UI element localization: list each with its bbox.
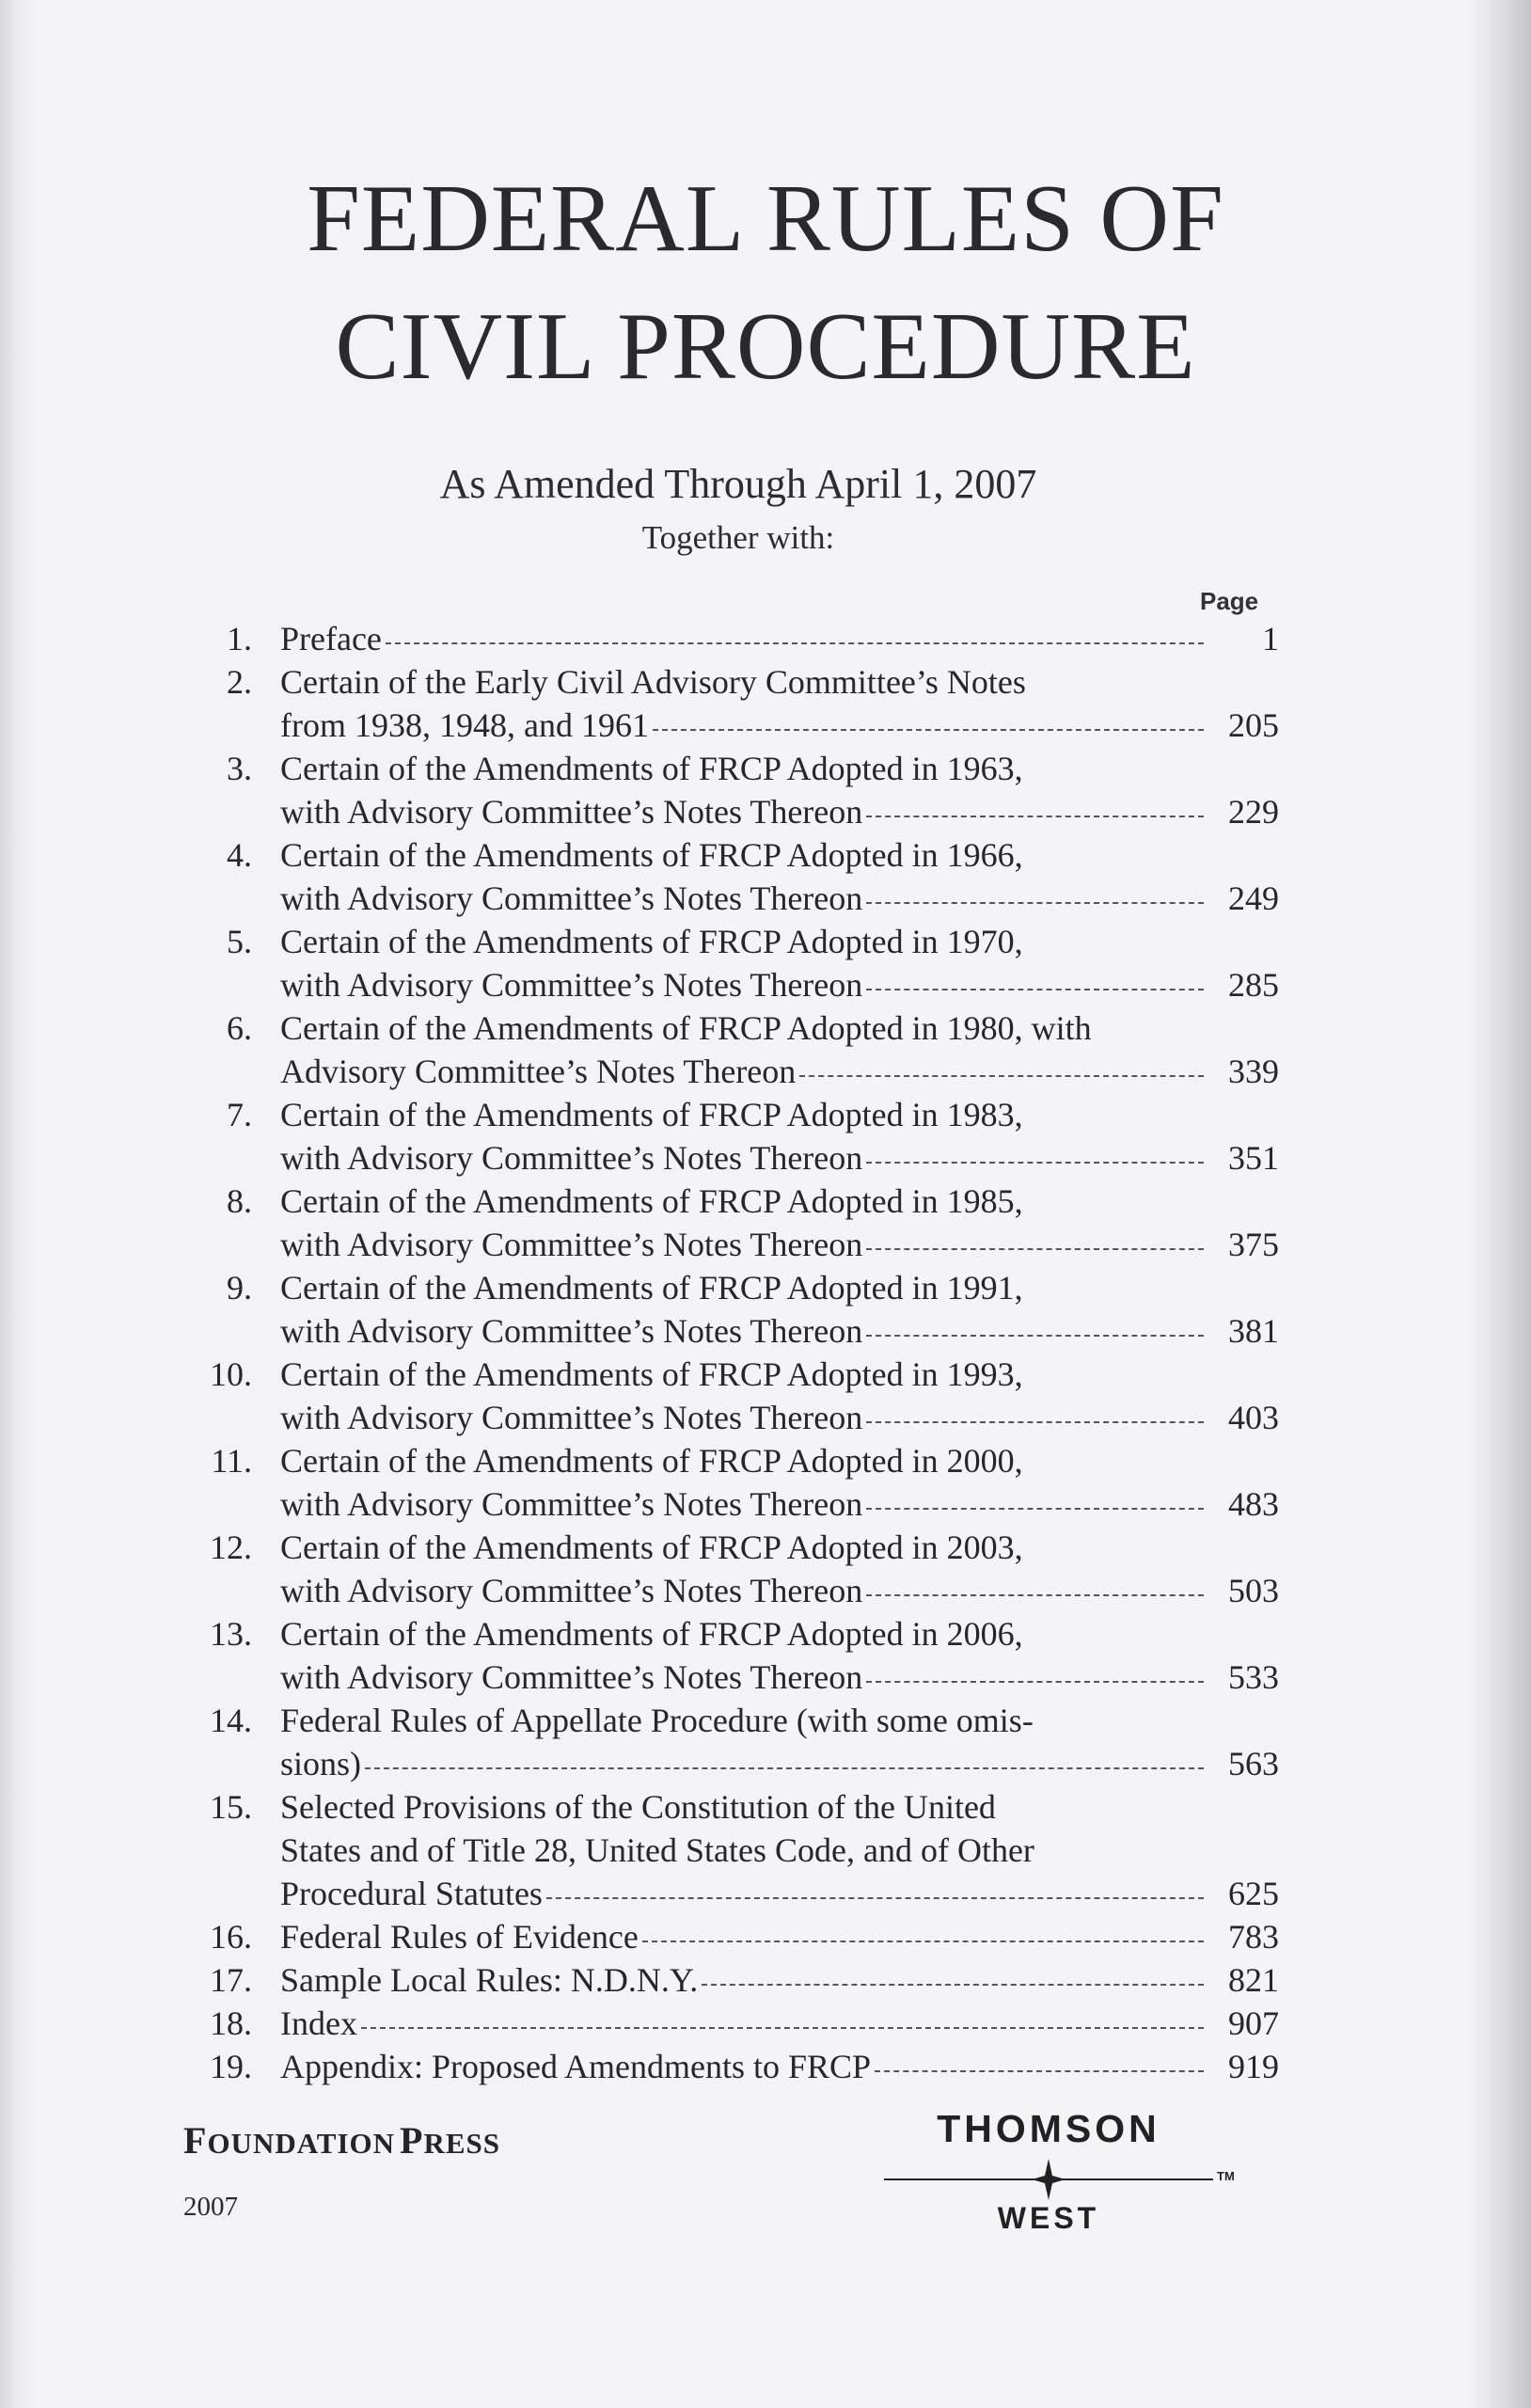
toc-entry-final-line [280,704,1279,747]
toc-entry-final-line [280,2002,1279,2045]
toc-entry [188,617,1279,660]
toc-entry-text-line: with Advisory Committee’s Notes Thereon [280,1399,863,1436]
publication-year: 2007 [183,2192,238,2222]
toc-entry-final-line [280,1309,1279,1353]
toc-entry [188,1958,1279,2002]
toc-entry-page-number: 821 [1228,1961,1279,1999]
toc-entry-body [280,1353,1279,1439]
toc-entry-number: 4. [227,836,252,874]
dot-leader [866,816,1204,817]
toc-entry-text-line: Selected Provisions of the Constitution of the United [280,1788,996,1826]
publisher-word-oundation: OUNDATION [207,2127,396,2160]
toc-entry-text-line: with Advisory Committee’s Notes Thereon [280,1139,863,1177]
toc-entry-page-number: 533 [1228,1658,1279,1696]
logo-trademark: TM [1217,2169,1235,2183]
toc-entry-final-line [280,963,1279,1006]
toc-entry-number: 11. [211,1442,252,1480]
toc-entry-final-line [280,1136,1279,1180]
toc-entry-number: 14. [210,1702,252,1739]
dot-leader [866,1335,1204,1337]
toc-entry [188,833,1279,920]
toc-entry-final-line [280,1656,1279,1699]
toc-entry-page-number: 625 [1228,1875,1279,1912]
together-with-label: Together with: [641,519,835,556]
toc-entry-final-line [280,1742,1279,1785]
toc-entry-body [280,1915,1279,1958]
dot-leader [866,989,1204,990]
toc-entry [188,1526,1279,1612]
toc-entry-text-line: States and of Title 28, United States Code, and of Other [280,1831,1034,1869]
page-column-header: Page [1200,587,1259,615]
toc-entry-body [280,1093,1279,1180]
toc-entry-text-line: Certain of the Amendments of FRCP Adopted in 1966, [280,836,1023,874]
toc-entry-text-line: Advisory Committee’s Notes Thereon [280,1053,797,1090]
toc-entry-body [280,660,1279,747]
toc-entry-text-line: sions) [280,1745,362,1782]
toc-entry-final-line [280,617,1279,660]
toc-entry-number: 12. [210,1529,252,1566]
toc-entry-text-line: with Advisory Committee’s Notes Thereon [280,1226,863,1263]
toc-entry-text-line: Certain of the Amendments of FRCP Adopted in 1983, [280,1096,1023,1133]
publisher-initial-p: P [400,2119,424,2162]
toc-entry-body [280,1180,1279,1266]
toc-entry-body [280,2002,1279,2045]
toc-entry-number: 3. [227,750,252,787]
logo-thomson-text: THOMSON [937,2107,1160,2150]
dot-leader [866,1594,1204,1596]
toc-entry-number: 17. [210,1961,252,1999]
toc-entry-text-line: with Advisory Committee’s Notes Thereon [280,1312,863,1350]
thomson-west-logo [884,2107,1235,2239]
dot-leader [386,642,1204,644]
amended-subtitle: As Amended Through April 1, 2007 [439,461,1037,507]
toc-entry-text-line: Certain of the Early Civil Advisory Committee’s Notes [280,663,1026,701]
toc-entry [188,1699,1279,1785]
dot-leader [365,1767,1204,1769]
toc-entry-text-line: with Advisory Committee’s Notes Thereon [280,793,863,831]
toc-entry-body [280,1958,1279,2002]
toc-entry-text-line: Certain of the Amendments of FRCP Adopted in 1963, [280,750,1023,787]
toc-entry-text-line: Federal Rules of Appellate Procedure (with some omis- [280,1702,1034,1739]
toc-entry-body [280,1612,1279,1699]
dot-leader [866,1248,1204,1250]
toc-entry-page-number: 403 [1228,1399,1279,1436]
toc-entry-number: 19. [210,2048,252,2085]
toc-entry [188,1439,1279,1526]
dot-leader [702,1984,1204,1986]
toc-entry-number: 7. [227,1096,252,1133]
dot-leader [866,1681,1204,1683]
toc-entry-final-line [280,1050,1279,1093]
dot-leader [866,1162,1204,1164]
toc-entry-final-line [280,1223,1279,1266]
toc-entry-number: 15. [210,1788,252,1826]
toc-entry [188,1006,1279,1093]
toc-entry-text-line: Certain of the Amendments of FRCP Adopted in 1991, [280,1269,1023,1307]
dot-leader [642,1941,1204,1942]
toc-entry-body [280,1785,1279,1915]
toc-entry-text-line: Certain of the Amendments of FRCP Adopted in 1993, [280,1355,1023,1393]
toc-entry-text-line: Index [280,2004,357,2042]
toc-entry [188,1612,1279,1699]
book-title-line-1: FEDERAL RULES OF [307,166,1224,272]
toc-entry-body [280,920,1279,1006]
toc-entry-text-line: with Advisory Committee’s Notes Thereon [280,879,863,917]
dot-leader [866,1508,1204,1510]
toc-entry-text-line: Certain of the Amendments of FRCP Adopted in 1970, [280,923,1023,960]
book-title-line-2: CIVIL PROCEDURE [335,293,1196,400]
logo-star-icon [1032,2159,1065,2200]
page-edge-shadow [1467,0,1531,2408]
toc-entry-body [280,1266,1279,1353]
publisher-word-ress: RESS [423,2127,501,2160]
toc-entry-body [280,617,1279,660]
toc-entry-page-number: 339 [1228,1053,1279,1090]
toc-entry-text-line: with Advisory Committee’s Notes Thereon [280,1572,863,1609]
toc-entry-page-number: 375 [1228,1226,1279,1263]
toc-entry-final-line [280,1915,1279,1958]
toc-entry-page-number: 563 [1228,1745,1279,1782]
book-title [0,155,1531,411]
toc-entry-body [280,1439,1279,1526]
toc-entry-body [280,747,1279,833]
toc-entry [188,2002,1279,2045]
toc-entry-body [280,2045,1279,2088]
toc-entry-number: 6. [227,1009,252,1047]
toc-entry-page-number: 381 [1228,1312,1279,1350]
dot-leader [546,1897,1204,1899]
toc-entry-number: 1. [227,620,252,657]
toc-entry-final-line [280,1396,1279,1439]
toc-entry-final-line [280,1958,1279,2002]
toc-entry-page-number: 249 [1228,879,1279,917]
toc-entry-text-line: with Advisory Committee’s Notes Thereon [280,966,863,1004]
toc-entry-final-line [280,1482,1279,1526]
toc-entry-text-line: with Advisory Committee’s Notes Thereon [280,1485,863,1523]
toc-entry-page-number: 907 [1228,2004,1279,2042]
toc-entry-final-line [280,790,1279,833]
toc-entry-text-line: with Advisory Committee’s Notes Thereon [280,1658,863,1696]
toc-entry-text-line: Certain of the Amendments of FRCP Adopted in 2006, [280,1615,1023,1653]
publisher-name [183,2118,500,2162]
dot-leader [653,729,1204,731]
toc-entry-page-number: 1 [1262,620,1279,657]
toc-entry-body [280,833,1279,920]
toc-entry-number: 16. [210,1918,252,1956]
toc-entry-page-number: 229 [1228,793,1279,831]
toc-entry [188,660,1279,747]
toc-entry-text-line: Sample Local Rules: N.D.N.Y. [280,1961,699,1999]
toc-entry [188,747,1279,833]
publisher-initial-f: F [183,2119,208,2162]
dot-leader [866,1421,1204,1423]
toc-entry [188,1785,1279,1915]
toc-entry-body [280,1526,1279,1612]
toc-entry [188,2045,1279,2088]
toc-entry-page-number: 483 [1228,1485,1279,1523]
toc-entry-page-number: 503 [1228,1572,1279,1609]
toc-entry-body [280,1006,1279,1093]
toc-entry-text-line: Certain of the Amendments of FRCP Adopted in 2000, [280,1442,1023,1480]
toc-entry [188,1915,1279,1958]
toc-entry-text-line: Procedural Statutes [280,1875,543,1912]
toc-entry-page-number: 919 [1228,2048,1279,2085]
toc-entry-text-line: Certain of the Amendments of FRCP Adopted in 1985, [280,1182,1023,1220]
toc-entry-page-number: 285 [1228,966,1279,1004]
dot-leader [875,2070,1204,2072]
toc-entry-number: 10. [210,1355,252,1393]
toc-entry-text-line: Appendix: Proposed Amendments to FRCP [280,2048,872,2085]
toc-entry-page-number: 783 [1228,1918,1279,1956]
dot-leader [361,2027,1204,2029]
toc-entry-page-number: 351 [1228,1139,1279,1177]
toc-entry-number: 2. [227,663,252,701]
toc-entry-body [280,1699,1279,1785]
toc-entry [188,1093,1279,1180]
toc-entry-text-line: Preface [280,620,382,657]
toc-entry-final-line [280,2045,1279,2088]
toc-entry-number: 8. [227,1182,252,1220]
toc-entry-page-number: 205 [1228,706,1279,744]
table-of-contents [188,617,1279,2088]
toc-entry-final-line [280,1569,1279,1612]
toc-entry-number: 9. [227,1269,252,1307]
dot-leader [799,1075,1204,1077]
toc-entry-number: 18. [210,2004,252,2042]
logo-west-text: WEST [997,2201,1100,2235]
toc-entry [188,1180,1279,1266]
toc-entry-text-line: Certain of the Amendments of FRCP Adopted in 2003, [280,1529,1023,1566]
toc-entry [188,1266,1279,1353]
toc-entry-final-line [280,877,1279,920]
toc-entry [188,1353,1279,1439]
dot-leader [866,902,1204,904]
toc-entry-text-line: Federal Rules of Evidence [280,1918,639,1956]
toc-entry-text-line: from 1938, 1948, and 1961 [280,706,649,744]
toc-entry-text-line: Certain of the Amendments of FRCP Adopted in 1980, with [280,1009,1092,1047]
toc-entry-number: 13. [210,1615,252,1653]
toc-entry [188,920,1279,1006]
toc-entry-number: 5. [227,923,252,960]
toc-entry-final-line [280,1872,1279,1915]
